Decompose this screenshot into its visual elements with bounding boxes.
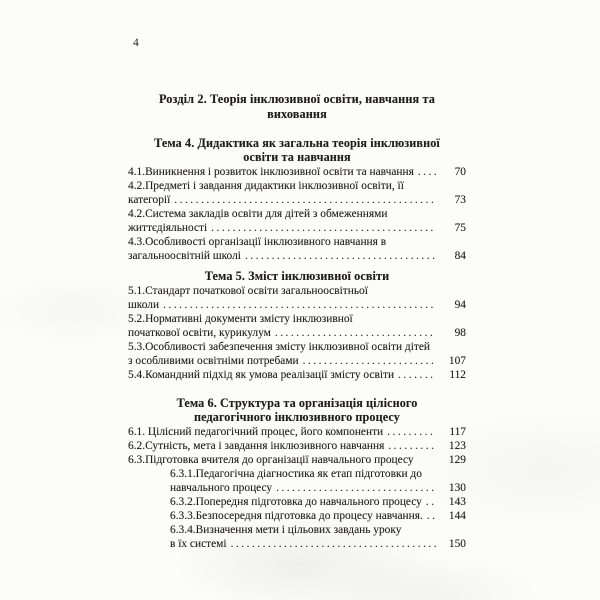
entry-page-number: 143 — [448, 496, 466, 508]
toc-entry — [128, 284, 466, 312]
entry-page-number: 130 — [448, 482, 466, 494]
section-heading-line: педагогічного інклюзивного процесу — [194, 410, 400, 424]
toc-section-tema4 — [128, 136, 466, 263]
dot-leader — [427, 509, 436, 523]
toc-entry — [128, 312, 466, 340]
entry-text: 4.2.Система закладів освіти для дітей з обмеженнями — [128, 208, 388, 220]
section-heading — [128, 136, 466, 164]
section-heading-line: освіти та навчання — [243, 150, 351, 164]
toc-section-tema5 — [128, 269, 466, 382]
entries-list — [128, 425, 466, 551]
toc-entry — [128, 453, 466, 467]
toc-entry — [128, 165, 466, 179]
entry-text: 6.1. Цілісний педагогічний процес, його компоненти — [128, 426, 384, 438]
entry-text: 6.2.Сутність, мета і завдання інклюзивного навчання — [128, 440, 385, 452]
dot-leader — [275, 326, 436, 340]
entry-page-number: 129 — [448, 454, 466, 466]
dot-leader — [398, 368, 436, 382]
entry-page-number: 75 — [454, 222, 466, 234]
entry-text: 4.2.Предметі і завдання дидактики інклюзивної освіти, її — [128, 180, 404, 192]
section-heading — [128, 396, 466, 424]
entry-text: 6.3.3.Безпосередня підготовка до процесу навчання. — [170, 510, 423, 522]
toc-entry — [128, 368, 466, 382]
entry-text: 6.3.1.Педагогічна діагностика як етап підготовки до — [170, 468, 422, 480]
toc-entry — [128, 207, 466, 235]
entry-page-number: 70 — [454, 166, 466, 178]
entry-page-number: 112 — [449, 369, 466, 381]
toc-section-tema6 — [128, 396, 466, 551]
entries-list — [128, 284, 466, 382]
entry-text: 4.3.Особливості організації інклюзивного навчання в — [128, 236, 387, 248]
entry-text: 5.1.Стандарт початкової освіти загальноосвітньої — [128, 285, 368, 297]
entry-page-number: 144 — [448, 510, 466, 522]
section-heading-line: Тема 4. Дидактика як загальна теорія інклюзивної — [154, 136, 440, 150]
toc-entry — [128, 523, 466, 551]
toc-entry — [128, 467, 466, 495]
entry-page-number: 73 — [454, 194, 466, 206]
entry-text: загальноосвітній школі — [128, 250, 241, 262]
entry-page-number: 107 — [448, 355, 466, 367]
dot-leader — [163, 298, 436, 312]
toc-entry — [128, 340, 466, 368]
dot-leader — [245, 249, 436, 263]
entry-text: 6.3.4.Визначення мети і цільових завдань уроку — [170, 524, 402, 536]
entry-text: навчального процесу — [170, 482, 273, 494]
entry-page-number: 123 — [448, 440, 466, 452]
entry-text: 5.3.Особливості забезпечення змісту інклюзивної освіти дітей — [128, 341, 430, 353]
entry-text: з особливими освітніми потребами — [128, 355, 299, 367]
entry-text: в їх системі — [170, 538, 227, 550]
dot-leader — [303, 354, 436, 368]
entry-text: 5.4.Командний підхід як умова реалізації змісту освіти — [128, 369, 395, 381]
entry-page-number: 98 — [454, 327, 466, 339]
entry-text: 5.2.Нормативні документи змісту інклюзивної — [128, 313, 353, 325]
toc-entry — [128, 425, 466, 439]
dot-leader — [426, 495, 436, 509]
dot-leader — [211, 221, 436, 235]
entry-text: категорії — [128, 194, 171, 206]
dot-leader — [387, 425, 436, 439]
entry-text: початкової освіти, курикулум — [128, 327, 271, 339]
entry-text: школи — [128, 299, 160, 311]
page-number: 4 — [133, 37, 139, 49]
toc-entry — [128, 235, 466, 263]
entry-page-number: 150 — [448, 538, 466, 550]
toc-entry — [128, 179, 466, 207]
section-heading — [128, 269, 466, 283]
chapter-heading: Розділ 2. Теорія інклюзивної освіти, навчання та виховання — [158, 92, 436, 121]
section-heading-line: Тема 6. Структура та організація цілісного — [176, 396, 418, 410]
entry-text: життєдіяльності — [128, 222, 208, 234]
toc-entry — [128, 495, 466, 509]
entry-text: 6.3.Підготовка вчителя до організації навчального процесу — [128, 454, 414, 466]
entry-page-number: 84 — [454, 250, 466, 262]
dot-leader — [174, 193, 436, 207]
dot-leader — [388, 439, 436, 453]
toc-entry — [128, 439, 466, 453]
entries-list — [128, 165, 466, 263]
entry-page-number: 94 — [454, 299, 466, 311]
entry-page-number: 117 — [449, 426, 466, 438]
section-heading-line: Тема 5. Зміст інклюзивної освіти — [204, 269, 390, 283]
dot-leader — [418, 165, 436, 179]
entry-text: 6.3.2.Попередня підготовка до навчального процесу — [170, 496, 422, 508]
table-of-contents — [128, 92, 466, 551]
dot-leader — [231, 537, 436, 551]
dot-leader — [276, 481, 436, 495]
entry-text: 4.1.Виникнення і розвиток інклюзивної освіти та навчання — [128, 166, 414, 178]
toc-entry — [128, 509, 466, 523]
